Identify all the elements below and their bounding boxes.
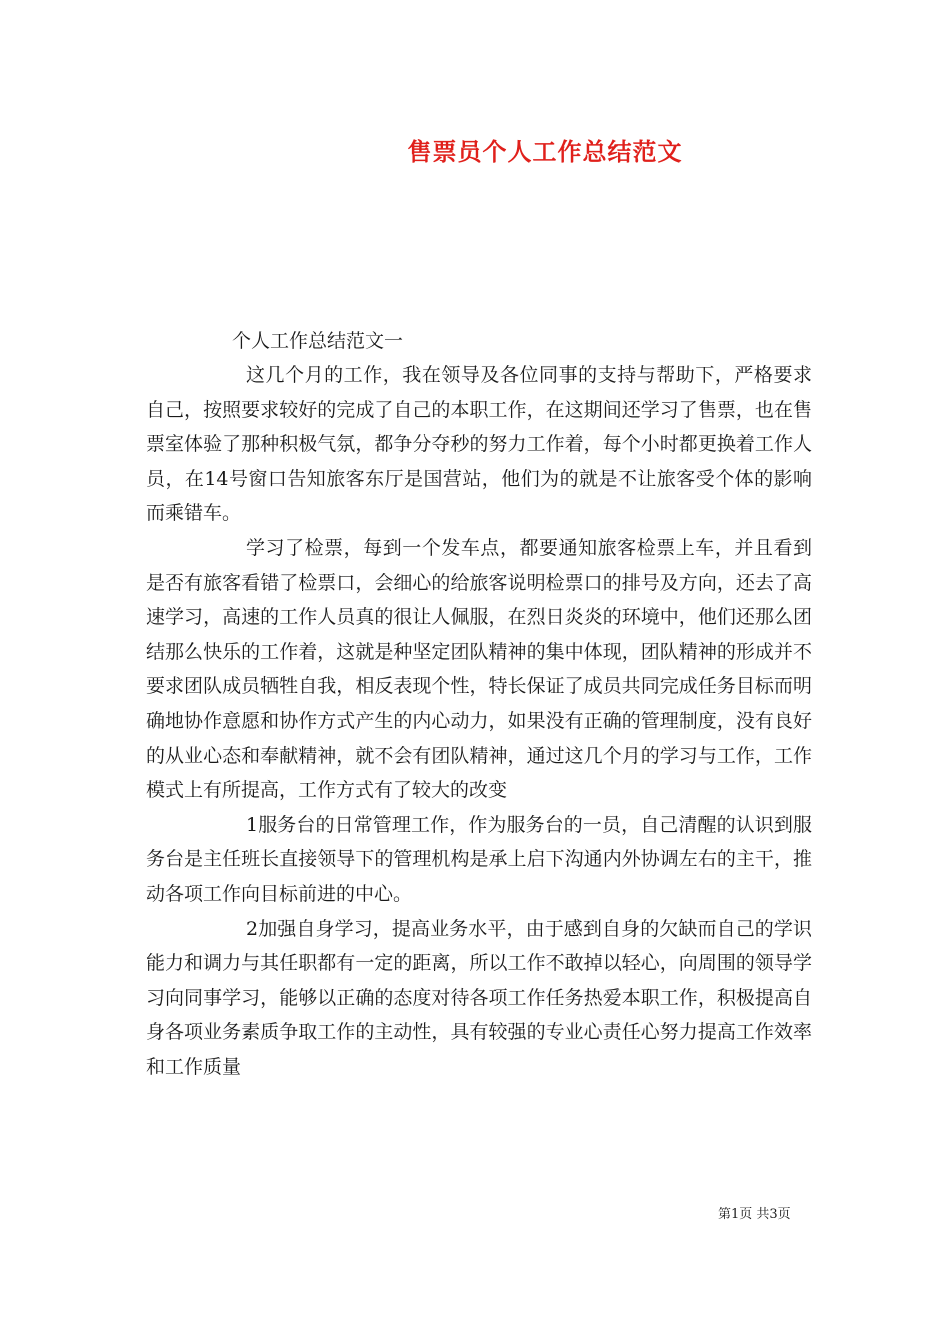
- paragraph-2: 学习了检票，每到一个发车点，都要通知旅客检票上车，并且看到是否有旅客看错了检票口，会细心的给旅客说明检票口的排号及方向，还去了高速学习，高速的工作人员真的很让人佩服，在烈日炎炎的环境中，他们还那么团结那么快乐的工作着，这就是种坚定团队精神的集中体现，团队精神的形成并不要求团队成员牺牲自我，相反表现个性，特长保证了成员共同完成任务目标而明确地协作意愿和协作方式产生的内心动力，如果没有正确的管理制度，没有良好的从业心态和奉献精神，就不会有团队精神，通过这几个月的学习与工作，工作模式上有所提高，工作方式有了较大的改变: [146, 536, 812, 802]
- document-title: 售票员个人工作总结范文: [407, 137, 683, 166]
- page-footer: 第1页 共3页: [718, 1207, 791, 1222]
- document-body: [146, 358, 812, 1084]
- paragraph-3: 1服务台的日常管理工作，作为服务台的一员，自己清醒的认识到服务台是主任班长直接领导下的管理机构是承上启下沟通内外协调左右的主干，推动各项工作向目标前进的中心。: [146, 813, 812, 905]
- paragraph-1: 这几个月的工作，我在领导及各位同事的支持与帮助下，严格要求自己，按照要求较好的完成了自己的本职工作，在这期间还学习了售票，也在售票室体验了那种积极气氛，都争分夺秒的努力工作着，每个小时都更换着工作人员，在14号窗口告知旅客东厅是国营站，他们为的就是不让旅客受个体的影响而乘错车。: [146, 364, 812, 525]
- paragraph-4: 2加强自身学习，提高业务水平，由于感到自身的欠缺而自己的学识能力和调力与其任职都有一定的距离，所以工作不敢掉以轻心，向周围的领导学习向同事学习，能够以正确的态度对待各项工作任务热爱本职工作，积极提高自身各项业务素质争取工作的主动性，具有较强的专业心责任心努力提高工作效率和工作质量: [146, 917, 812, 1078]
- section-heading: 个人工作总结范文一: [232, 330, 404, 352]
